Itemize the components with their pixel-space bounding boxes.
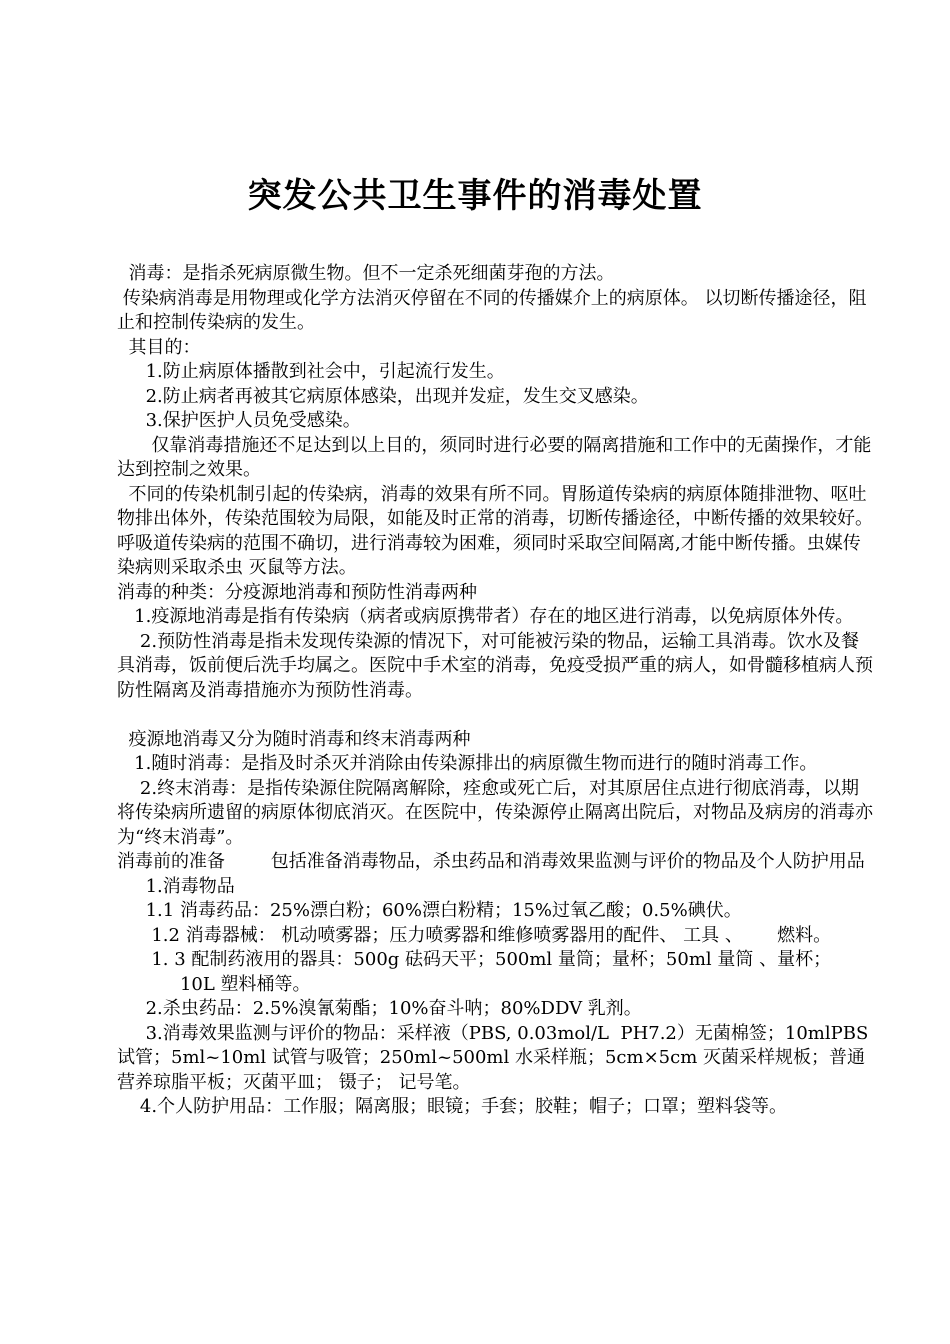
paragraph-purpose-1: 1.防止病原体播散到社会中，引起流行发生。 [117,361,505,382]
paragraph-terminal-disinfection: 2.终末消毒：是指传染源住院隔离解除，痊愈或死亡后，对其原居住点进行彻底消毒，以期将传染病所遗留的病原体彻底消灭。在医院中，传染源停止隔离出院后，对物品及病房的消毒亦为“终末消毒”。 [117,777,873,848]
paragraph-insecticides: 2.杀虫药品：2.5%溴氰菊酯；10%奋斗呐；80%DDV 乳剂。 [117,998,642,1019]
paragraph-purpose-heading: 其目的： [117,336,201,358]
paragraph-transmission-mechanisms: 不同的传染机制引起的传染病，消毒的效果有所不同。胃肠道传染病的病原体随排泄物、呕吐物排出体外，传染范围较为局限，如能及时正常的消毒，切断传播途径，中断传播的效果较好。呼吸道传染病的范围不确切，进行消毒较为困难，须同时采取空间隔离,才能中断传播。虫媒传染病则采取杀虫 灭鼠等方法。 [117,483,873,578]
paragraph-disinfection-types: 消毒的种类：分疫源地消毒和预防性消毒两种 [117,581,477,603]
paragraph-disinfectants: 1.1 消毒药品：25%漂白粉；60%漂白粉精；15%过氧乙酸；0.5%碘伏。 [117,900,742,921]
paragraph-purpose-2: 2.防止病者再被其它病原体感染，出现并发症，发生交叉感染。 [117,385,649,407]
paragraph-definition: 消毒：是指杀死病原微生物。但不一定杀死细菌芽孢的方法。 [117,263,615,284]
paragraph-preparation: 消毒前的准备 包括准备消毒物品，杀虫药品和消毒效果监测与评价的物品及个人防护用品 [117,851,865,872]
paragraph-purpose-3: 3.保护医护人员免受感染。 [117,410,361,431]
paragraph-protective-equipment: 4.个人防护用品：工作服；隔离服；眼镜；手套；胶鞋；帽子；口罩；塑料袋等。 [117,1096,788,1117]
document-title: 突发公共卫生事件的消毒处置 [247,176,703,216]
paragraph-equipment: 1.2 消毒器械： 机动喷雾器；压力喷雾器和维修喷雾器用的配件、 工具 、 燃料。 [117,924,832,946]
paragraph-infectious-disinfection: 传染病消毒是用物理或化学方法消灭停留在不同的传播媒介上的病原体。 以切断传播途径，阻止和控制传染病的发生。 [117,287,867,333]
paragraph-concurrent-disinfection: 1.随时消毒：是指及时杀灭并消除由传染源排出的病原微生物而进行的随时消毒工作。 [117,753,818,774]
paragraph-isolation-note: 仅靠消毒措施还不足达到以上目的，须同时进行必要的隔离措施和工作中的无菌操作，才能达到控制之效果。 [117,434,872,480]
paragraph-mixing-tools: 1. 3 配制药液用的器具：500g 砝码天平；500ml 量筒；量杯；50ml 量筒 、量杯； [117,949,832,970]
paragraph-spacer [117,703,877,728]
paragraph-disinfection-supplies: 1.消毒物品 [117,875,235,897]
paragraph-mixing-tools-cont: 10L 塑料桶等。 [117,973,311,995]
paragraph-focal-subtypes: 疫源地消毒又分为随时消毒和终末消毒两种 [117,728,471,750]
paragraph-preventive-disinfection: 2.预防性消毒是指未发现传染源的情况下，对可能被污染的物品，运输工具消毒。饮水及餐具消毒，饭前便后洗手均属之。医院中手术室的消毒，免疫受损严重的病人，如骨髓移植病人预防性隔离及消毒措施亦为预防性消毒。 [117,630,873,701]
paragraph-focal-disinfection: 1.疫源地消毒是指有传染病（病者或病原携带者）存在的地区进行消毒，以免病原体外传。 [117,606,854,627]
paragraph-monitoring-supplies: 3.消毒效果监测与评价的物品：采样液（PBS, 0.03mol/L PH7.2）无菌棉签；10mlPBS 试管；5ml~10ml 试管与吸管；250ml~500ml 水采样瓶；5cm×5cm 灭菌采样规板；普通营养琼脂平板；灭菌平皿； 镊子； 记号笔。 [117,1022,875,1093]
document-body [117,262,877,1120]
